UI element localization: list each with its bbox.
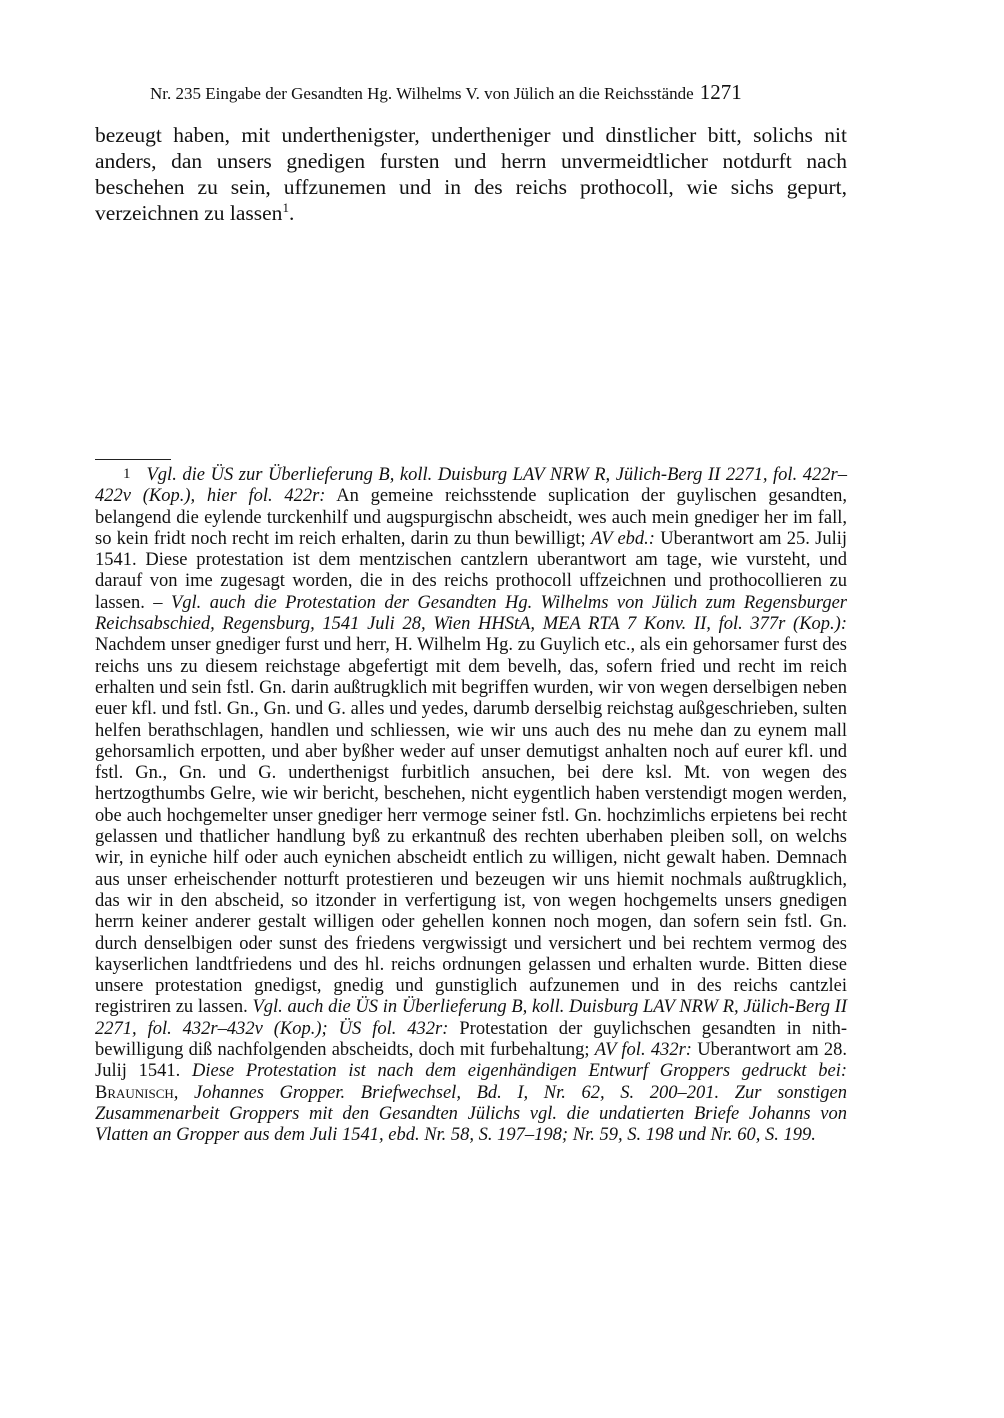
footnote-segment: Nachdem unser gnediger furst und herr, H. Wilhelm Hg. zu Guylich etc., als ein gehorsamer furst des reichs uns zu diesem reichstage abgefertigt mit dem bevelh, das, sofern fried und recht im reich erhalten und sein fstl. Gn. darin außtrugklich mit begriffen wurden, wir von wegen derselbigen neben euer kfl. und fstl. Gn., Gn. und G. alles und yedes, darumb derselbig reichstag außgeschrieben, sulten helfen berathschlagen, handlen und schliessen, wie wir uns auch des nu mehe dan zu eynem mall gehorsamlich erpotten, und aber byßher weder auf unser demutigst anhalten noch auf eurer kfl. und fstl. Gn., Gn. und G. underthenigst furbitlich ansuchen, bei dere ksl. Mt. von wegen des hertzogthumbs Gelre, wie wir bericht, beschehen, nicht eygentlich haben verstendigt mogen werden, obe auch hochgemelter unser gnediger herr vermoge seiner fstl. Gn. hochzimlichs erpietens bei recht gelassen und thatlicher handlung byß zu erkantnuß des rechten uberhaben pleiben soll, on welchs wir, in eyniche hilf oder auch eynichen abscheidt entlich zu willigen, nicht gewalt haben. Demnach aus unser erheischender notturft protestieren und bezeugen wir uns hiemit nochmals außtrugklich, das wir in den abscheid, so itzonder in verfertigung ist, von wegen hochgemelts unsers gnedigen herrn keiner anderer gestalt willigen oder gehellen konnen noch mogen, dan sofern sein fstl. Gn. durch denselbigen oder sunst des friedens vergwissigt und versichert und bei rechtem vermog des kayserlichen landtfriedens und des hl. reichs ordnungen gelassen und erhalten wurde. Bitten diese unsere protestation gnedigst, gnedig und gunstiglich aufzunemen und in des reichs cantzlei registriren zu lassen. [95,635,847,1018]
footnote-segment: – Vgl. auch die Protestation der Gesandten Hg. Wilhelms von Jülich zum Regensburger Reichsabschied, Regensburg, 1541 Juli 28, Wien HHStA, MEA RTA 7 Konv. II, fol. 377r (Kop.): [95,592,847,635]
footnote-segment: Diese Protestation ist nach dem eigenhändigen Entwurf Groppers gedruckt bei: [191,1061,847,1082]
main-paragraph [95,122,847,226]
footnote-body [95,465,847,1145]
running-head [150,80,850,106]
footnote-segment: Protestation der guylichschen gesandten in nith-bewilligung diß nachfolgenden abscheidts, doch mit furbehaltung; [95,1018,847,1061]
footnote-segment: An gemeine reichsstende suplication der guylischen gesandten, belangend die eylende turckenhilf und augspurgischn abscheidt, wes auch mein gnediger her im fall, so kein fridt noch recht im reich erhalten, darin zu thun bewilligt; [95,486,847,549]
footnote-segment: AV fol. 432r: [594,1040,692,1061]
footnote [95,464,847,1147]
footnote-segment: Uberantwort am 28. Julij 1541. [95,1040,847,1082]
footnote-segment: Vgl. auch die ÜS in Überlieferung B, koll. Duisburg LAV NRW R, Jülich-Berg II 2271, fol. 432r–432v (Kop.); ÜS fol. 432r: [95,997,847,1039]
paragraph-text: bezeugt haben, mit underthenigster, undertheniger und dinstlicher bitt, solichs nit anders, dan unsers gnedigen fursten und herrn unvermeidtlicher notdurft nach beschehen zu sein, uffzunemen und in des reichs prothocoll, wie sichs gepurt, verzeichnen zu lassen [95,123,847,225]
footnote-segment: Vgl. die ÜS zur Überlieferung B, koll. Duisburg LAV NRW R, Jülich-Berg II 2271, fol. 422r–422v (Kop.), hier fol. 422r: [95,465,847,507]
footnote-segment: AV ebd.: [590,528,655,549]
page-number: 1271 [699,80,742,104]
paragraph-end: . [288,201,295,225]
footnote-divider [95,459,171,460]
footnote-segment: Uberantwort am 25. Julij 1541. Diese protestation ist dem mentzischen cantzlern uberantwort am tage, wie vursteht, und darauf von ime zugesagt worden, die in des reichs prothocoll uffzeichnen und prothocollieren zu lassen. [95,528,847,613]
footnote-reference[interactable]: 1 [282,199,289,215]
running-title: Nr. 235 Eingabe der Gesandten Hg. Wilhelms V. von Jülich an die Reichsstände [150,84,694,103]
footnote-number: 1 [123,466,131,482]
footnote-segment: Braunisch [95,1082,174,1103]
footnote-segment: , Johannes Gropper. Briefwechsel, Bd. I, Nr. 62, S. 200–201. Zur sonstigen Zusammenarbeit Groppers mit den Gesandten Jülichs vgl. die undatierten Briefe Johanns von Vlatten an Gropper aus dem Juli 1541, ebd. Nr. 58, S. 197–198; Nr. 59, S. 198 und Nr. 60, S. 199. [95,1082,847,1146]
